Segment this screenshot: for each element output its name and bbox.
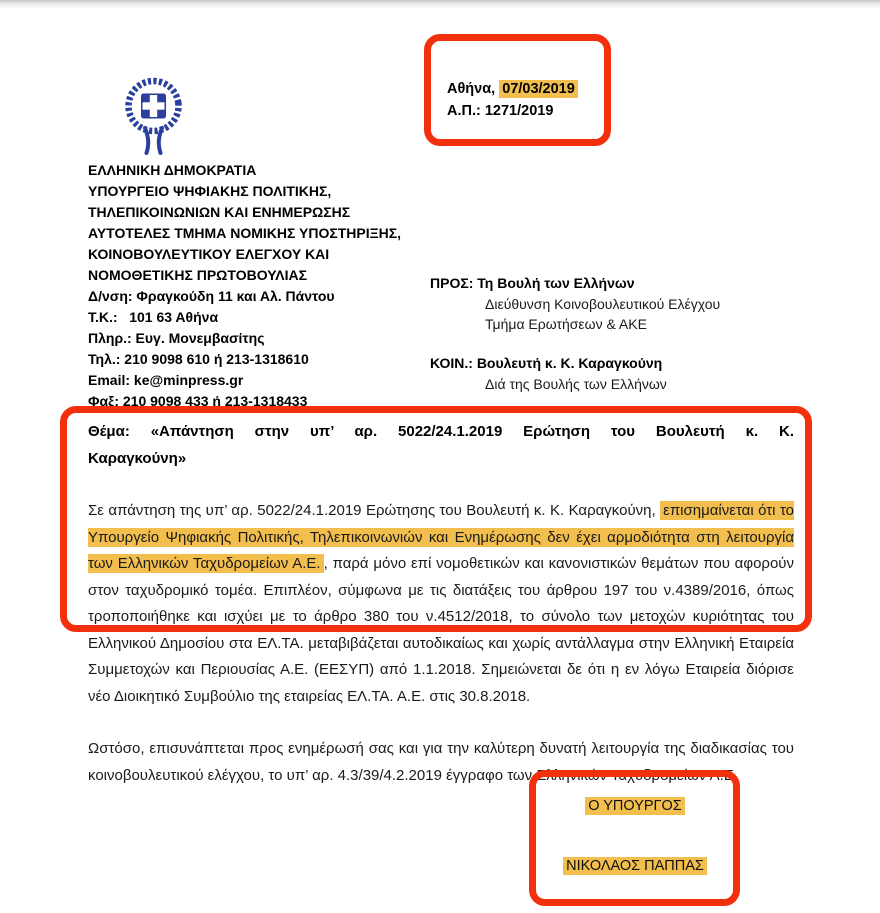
greek-national-emblem-icon [124,74,186,160]
letter-body [88,419,794,815]
signature-title: Ο ΥΠΟΥΡΓΟΣ [585,797,685,815]
recipient-to-heading [430,273,720,294]
sender-contact-person-line: Πληρ.: Ευγ. Μονεμβασίτης [88,330,265,346]
body-paragraph-2: Ωστόσο, επισυνάπτεται προς ενημέρωσή σας και για την καλύτερη δυνατή λειτουργία της διαδικασίας του κοινοβουλευτικού ελέγχου, το υπ’ αρ. 4.3/39/4.2.2019 έγγραφο των Ελληνικών Ταχυδρομείων Α.Ε. [88,740,794,784]
sender-line: ΤΗΛΕΠΙΚΟΙΝΩΝΙΩΝ ΚΑΙ ΕΝΗΜΕΡΩΣΗΣ [88,204,351,220]
highlighted-passage: επισημαίνεται ότι το Υπουργείο Ψηφιακής Πολιτικής, Τηλεπικοινωνιών και Ενημέρωσης δεν έχει αρμοδιότητα στη λειτουργία των Ελληνικών Ταχυδρομείων Α.Ε. [88,502,794,572]
subject-line-2: Καραγκούνη» [88,449,187,467]
subject-line-1: Θέμα: «Απάντηση στην υπ’ αρ. 5022/24.1.2019 Ερώτηση του Βουλευτή κ. Κ. [88,423,794,440]
sender-letterhead [88,160,401,412]
page-top-shadow [0,0,880,9]
cc-name: Βουλευτή κ. Κ. Καραγκούνη [476,355,663,371]
sender-phone-line: Τηλ.: 210 9098 610 ή 213-1318610 [88,351,309,367]
sender-line: ΚΟΙΝΟΒΟΥΛΕΥΤΙΚΟΥ ΕΛΕΓΧΟΥ ΚΑΙ [88,246,330,262]
cc-label: ΚΟΙΝ.: [430,355,473,371]
cc-sub-line: Διά της Βουλής των Ελλήνων [485,375,667,392]
subject-heading [88,419,794,472]
sender-email-line: Email: ke@minpress.gr [88,372,244,388]
paragraph-1-rest: , παρά μόνο επί νομοθετικών και κανονιστικών θεμάτων που αφορούν στον ταχυδρομικό τομέα. Επιπλέον, σύμφωνα με τις διατάξεις του άρθρου 197 του ν.4389/2016, όπως τροποποιήθηκε και ισχύει με το άρθρο 380 του ν.4512/2018, το σύνολο των μετοχών κυριότητας του Ελληνικού Δημοσίου στα ΕΛ.ΤΑ. μεταβιβάζεται αυτοδικαίως και χωρίς αντάλλαγμα στην Ελληνική Εταιρεία Συμμετοχών και Περιουσίας Α.Ε. (ΕΕΣΥΠ) από 1.1.2018. Σημειώνεται δε ότι η εν λόγω Εταιρεία διόρισε νέο Διοικητικό Συμβούλιο της εταιρείας ΕΛ.ΤΑ. Α.Ε. στις 30.8.2018. [88,555,794,705]
sender-line: ΥΠΟΥΡΓΕΙΟ ΨΗΦΙΑΚΗΣ ΠΟΛΙΤΙΚΗΣ, [88,183,332,199]
to-name: Τη Βουλή των Ελλήνων [477,275,635,291]
to-sub-line: Τμήμα Ερωτήσεων & ΑΚΕ [485,316,647,332]
signature-title-line [531,798,739,814]
recipient-cc-block [430,353,667,394]
date-line [447,78,578,100]
to-label: ΠΡΟΣ: [430,275,474,291]
date-protocol-block [447,78,578,122]
signature-block [531,798,739,874]
to-sub-line: Διεύθυνση Κοινοβουλευτικού Ελέγχου [485,295,721,312]
body-paragraph-1 [88,498,794,710]
recipient-to-block [430,273,720,335]
sender-address-line: Δ/νση: Φραγκούδη 11 και Αλ. Πάντου [88,288,335,304]
sender-line: ΕΛΛΗΝΙΚΗ ΔΗΜΟΚΡΑΤΙΑ [88,162,257,178]
recipient-cc-heading [430,353,667,374]
paragraph-1-lead: Σε απάντηση της υπ’ αρ. 5022/24.1.2019 Ερώτησης του Βουλευτή κ. Κ. Καραγκούνη, [88,502,661,519]
protocol-number: Α.Π.: 1271/2019 [447,103,554,119]
signature-name-line [531,858,739,874]
sender-postal-line: Τ.Κ.: 101 63 Αθήνα [88,309,219,325]
date-label: Αθήνα, [447,81,496,97]
signature-name: ΝΙΚΟΛΑΟΣ ΠΑΠΠΑΣ [563,857,707,875]
sender-line: ΑΥΤΟΤΕΛΕΣ ΤΜΗΜΑ ΝΟΜΙΚΗΣ ΥΠΟΣΤΗΡΙΞΗΣ, [88,225,402,241]
sender-fax-line: Φαξ: 210 9098 433 ή 213-1318433 [88,393,308,409]
sender-line: ΝΟΜΟΘΕΤΙΚΗΣ ΠΡΩΤΟΒΟΥΛΙΑΣ [88,267,308,283]
date-highlight: 07/03/2019 [499,80,578,98]
